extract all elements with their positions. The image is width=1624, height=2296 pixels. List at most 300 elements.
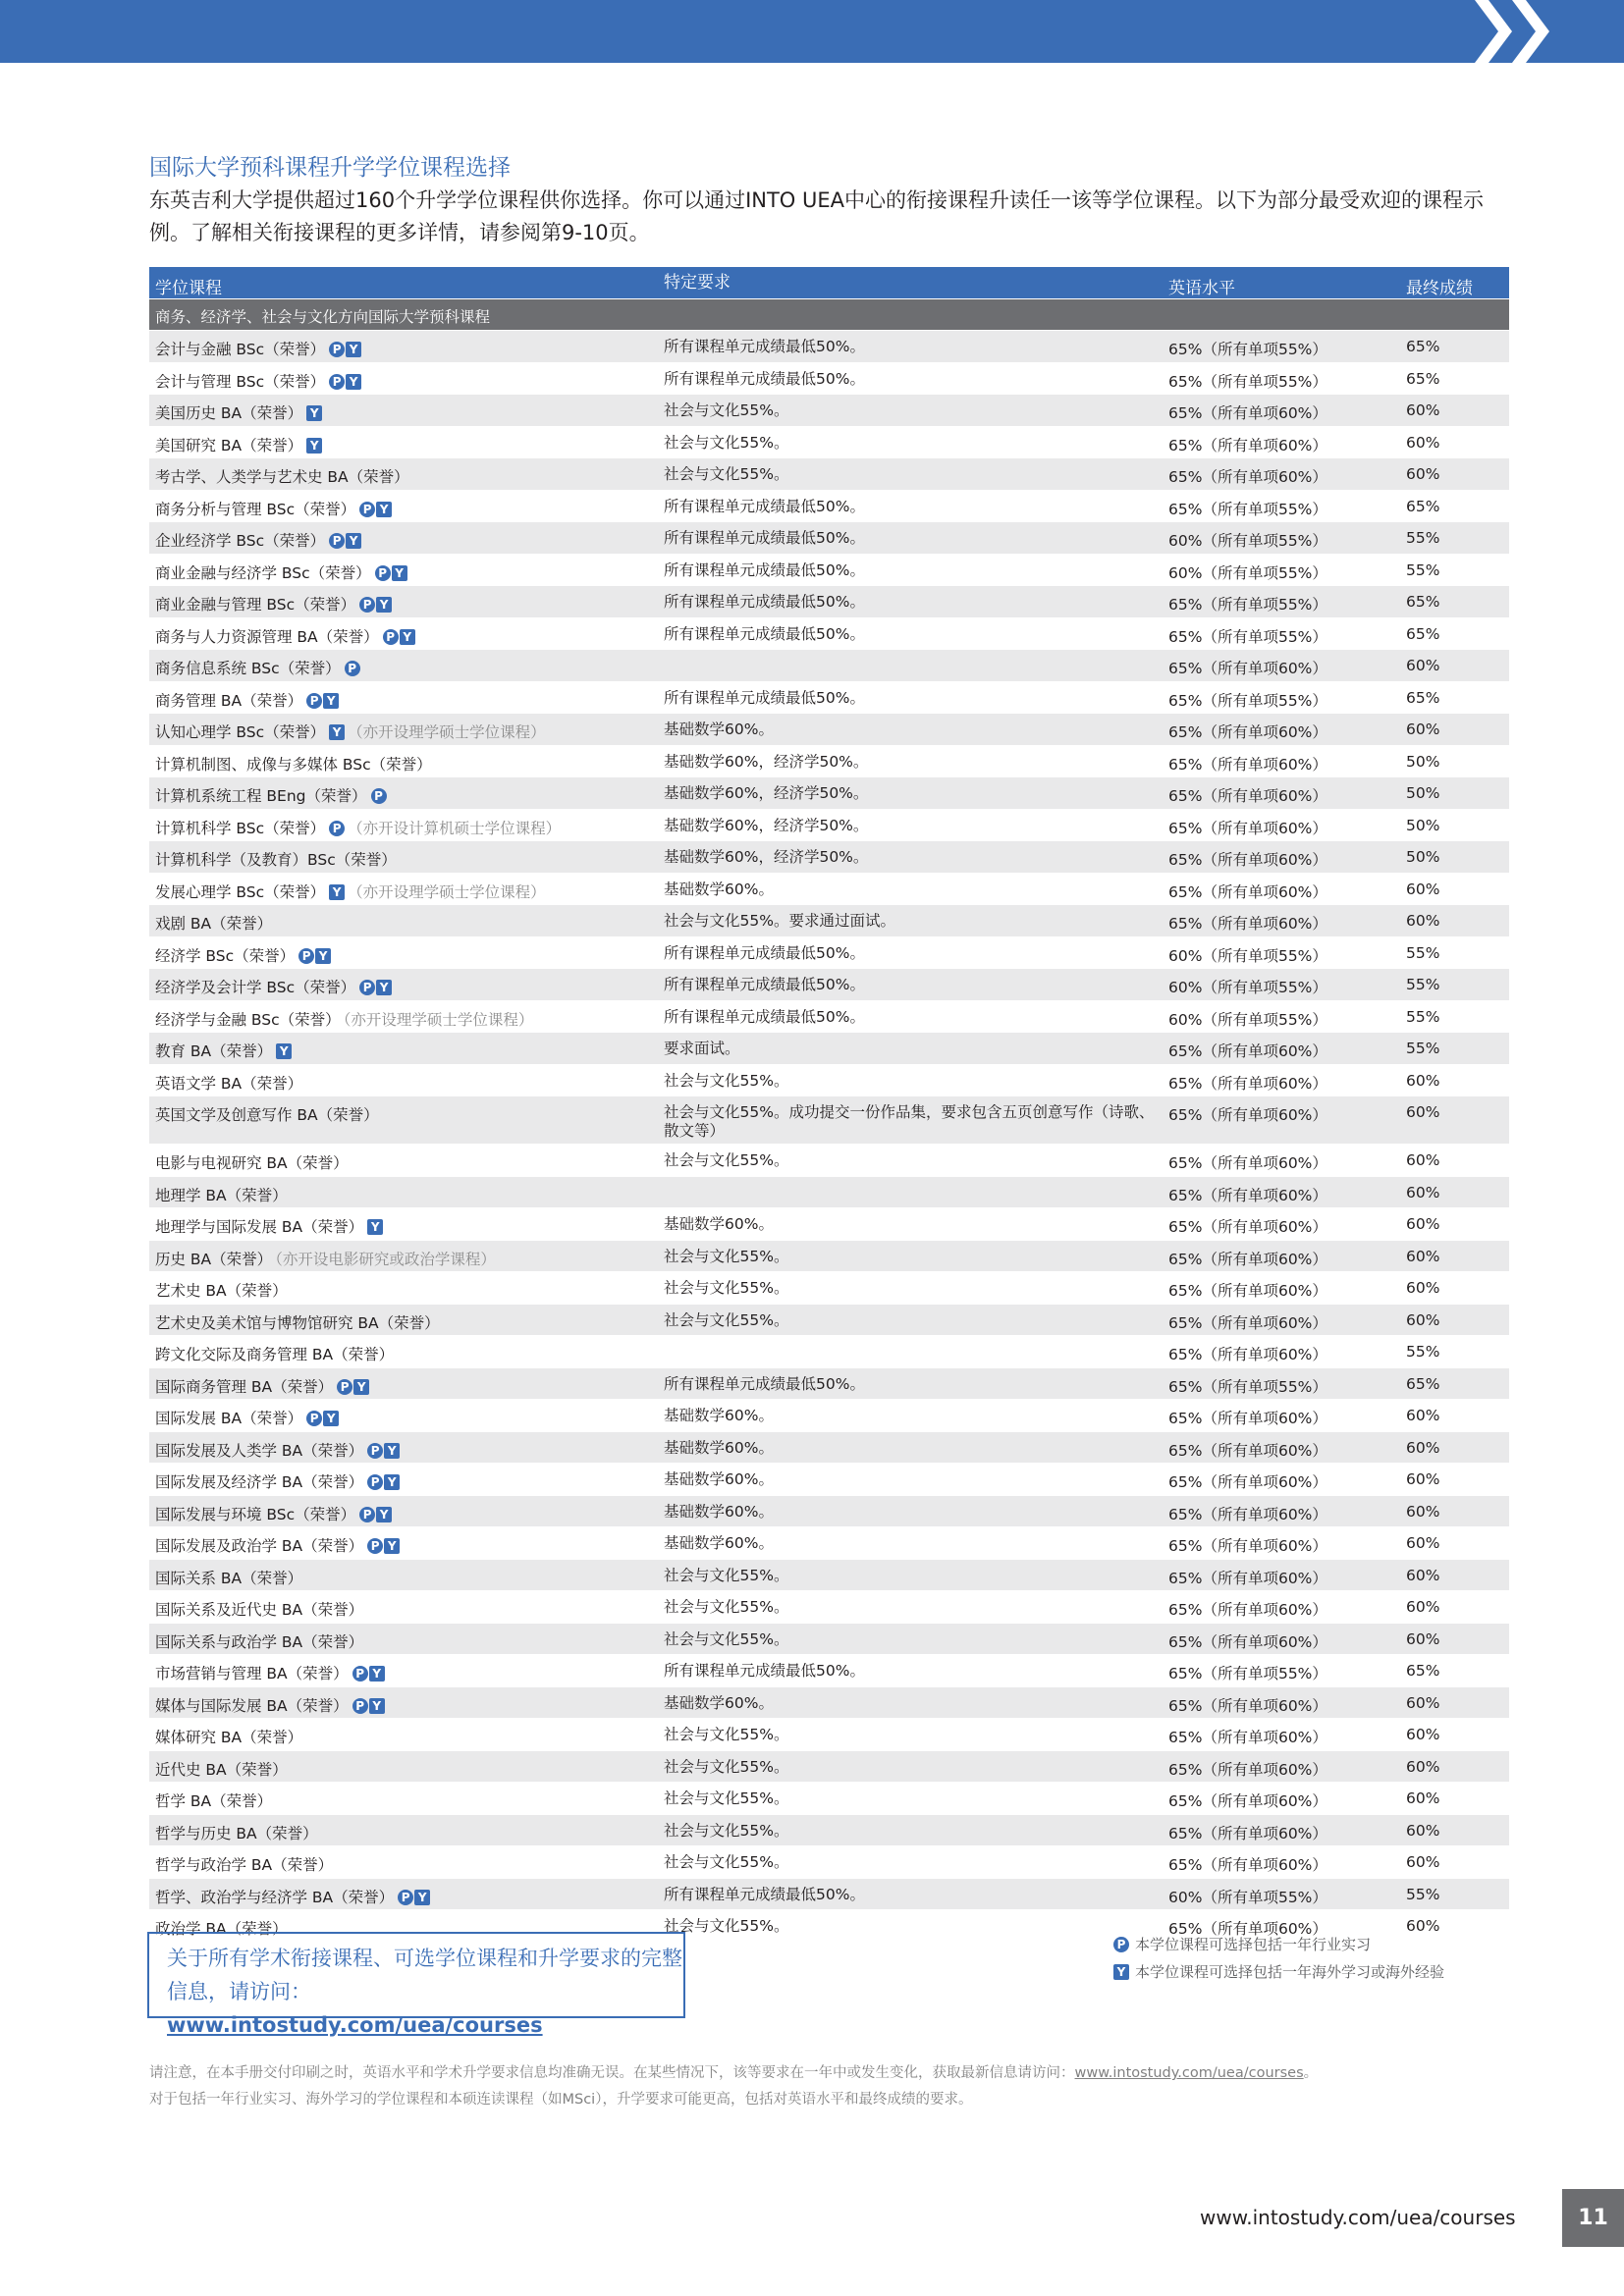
course-name: 计算机科学（及教育）BSc（荣誉） xyxy=(155,851,397,869)
year-abroad-icon: Y xyxy=(329,724,345,740)
final-grade-cell: 60% xyxy=(1406,1853,1440,1871)
course-name-cell xyxy=(155,1853,333,1875)
final-grade-cell: 60% xyxy=(1406,721,1440,738)
requirement-cell: 社会与文化55%。 xyxy=(664,1917,789,1935)
final-grade-cell: 60% xyxy=(1406,1534,1440,1552)
course-name: 国际商务管理 BA（荣誉） xyxy=(155,1377,334,1396)
course-name-cell xyxy=(155,721,546,742)
final-grade-cell: 50% xyxy=(1406,816,1440,834)
table-row xyxy=(149,363,1509,396)
final-grade-cell: 55% xyxy=(1406,529,1440,547)
year-abroad-icon: Y xyxy=(376,980,392,995)
course-name: 国际关系与政治学 BA（荣誉） xyxy=(155,1632,364,1651)
course-name: 地理学与国际发展 BA（荣誉） xyxy=(155,1218,364,1236)
table-row xyxy=(149,618,1509,651)
final-grade-cell: 60% xyxy=(1406,1917,1440,1935)
course-name: 国际关系及近代史 BA（荣誉） xyxy=(155,1601,364,1619)
year-abroad-icon: Y xyxy=(392,565,407,581)
top-banner xyxy=(0,0,1624,63)
placement-icon: P xyxy=(352,1698,368,1714)
course-name: 市场营销与管理 BA（荣誉） xyxy=(155,1665,349,1682)
english-level-cell: 65%（所有单项60%） xyxy=(1168,1856,1327,1874)
course-name: 考古学、人类学与艺术史 BA（荣誉） xyxy=(155,468,409,486)
requirement-cell: 所有课程单元成绩最低50%。 xyxy=(664,688,865,707)
course-name-cell xyxy=(155,944,331,966)
requirement-cell: 所有课程单元成绩最低50%。 xyxy=(664,1662,865,1680)
course-name-cell xyxy=(155,753,432,774)
final-grade-cell: 60% xyxy=(1406,1407,1440,1424)
course-name-cell xyxy=(155,976,392,997)
english-level-cell: 65%（所有单项60%） xyxy=(1168,1313,1327,1332)
placement-icon: P xyxy=(329,342,345,357)
placement-icon: P xyxy=(383,629,399,645)
english-level-cell: 65%（所有单项60%） xyxy=(1168,436,1327,454)
final-grade-cell: 60% xyxy=(1406,401,1440,419)
table-row xyxy=(149,1400,1509,1432)
placement-icon: P xyxy=(337,1379,352,1395)
course-name: 认知心理学 BSc（荣誉） xyxy=(155,723,326,741)
english-level-cell: 65%（所有单项55%） xyxy=(1168,596,1327,614)
english-level-cell: 65%（所有单项60%） xyxy=(1168,1074,1327,1093)
requirement-cell: 基础数学60%。 xyxy=(664,721,774,738)
requirement-cell: 社会与文化55%。 xyxy=(664,1279,789,1297)
table-group-row xyxy=(149,299,1509,331)
requirement-cell: 社会与文化55%。 xyxy=(664,1247,789,1265)
course-name: 计算机系统工程 BEng（荣誉） xyxy=(155,787,367,805)
final-grade-cell: 60% xyxy=(1406,880,1440,898)
info-box xyxy=(147,1932,685,2037)
year-abroad-icon: Y xyxy=(329,884,345,900)
table-row xyxy=(149,1065,1509,1097)
placement-icon: P xyxy=(367,1538,383,1554)
course-name: 教育 BA（荣誉） xyxy=(155,1042,273,1060)
course-name: 英语文学 BA（荣誉） xyxy=(155,1074,303,1093)
table-row xyxy=(149,1001,1509,1034)
requirement-cell: 社会与文化55%。 xyxy=(664,1757,789,1776)
table-row xyxy=(149,1591,1509,1624)
course-name-cell xyxy=(155,1726,302,1747)
placement-icon: P xyxy=(359,1507,375,1522)
table-row xyxy=(149,1496,1509,1528)
course-note: （亦开设理学硕士学位课程） xyxy=(348,882,546,901)
requirement-cell: 要求面试。 xyxy=(664,1040,740,1057)
page-number: 11 xyxy=(1562,2189,1624,2247)
footnote-link[interactable]: www.intostudy.com/uea/courses xyxy=(1074,2065,1304,2081)
year-abroad-icon: Y xyxy=(414,1890,430,1905)
course-name: 计算机科学 BSc（荣誉） xyxy=(155,819,326,837)
requirement-cell: 所有课程单元成绩最低50%。 xyxy=(664,593,865,611)
table-row xyxy=(149,427,1509,459)
english-level-cell: 65%（所有单项60%） xyxy=(1168,723,1327,741)
placement-icon: P xyxy=(306,693,322,709)
course-name: 政治学 BA（荣誉） xyxy=(155,1920,288,1938)
course-name: 哲学与历史 BA（荣誉） xyxy=(155,1824,318,1842)
final-grade-cell: 60% xyxy=(1406,1151,1440,1169)
course-name: 商务分析与管理 BSc（荣誉） xyxy=(155,500,356,518)
course-name-cell xyxy=(155,465,409,487)
requirement-cell: 基础数学60%。 xyxy=(664,1534,774,1552)
course-name-cell xyxy=(155,529,361,551)
year-abroad-icon: Y xyxy=(306,438,322,454)
course-name: 英国文学及创意写作 BA（荣誉） xyxy=(155,1106,379,1124)
requirement-cell: 社会与文化55%。 xyxy=(664,1629,789,1648)
table-row xyxy=(149,1624,1509,1656)
english-level-cell: 65%（所有单项60%） xyxy=(1168,1282,1327,1300)
final-grade-cell: 60% xyxy=(1406,1502,1440,1521)
course-name-cell xyxy=(155,561,407,583)
english-level-cell: 65%（所有单项60%） xyxy=(1168,1505,1327,1523)
english-level-cell: 65%（所有单项55%） xyxy=(1168,500,1327,518)
course-name-cell xyxy=(155,1407,339,1428)
requirement-cell: 社会与文化55%。 xyxy=(664,1726,789,1743)
final-grade-cell: 60% xyxy=(1406,1310,1440,1329)
course-name: 历史 BA（荣誉） xyxy=(155,1250,273,1268)
year-abroad-icon: Y xyxy=(353,1379,369,1395)
year-abroad-icon: Y xyxy=(376,597,392,613)
final-grade-cell: 50% xyxy=(1406,784,1440,802)
table-row xyxy=(149,1305,1509,1337)
english-level-cell: 65%（所有单项60%） xyxy=(1168,468,1327,486)
placement-icon: P xyxy=(359,502,375,517)
english-level-cell: 65%（所有单项55%） xyxy=(1168,372,1327,391)
course-name-cell xyxy=(155,1886,430,1907)
course-name-cell xyxy=(155,1567,302,1588)
table-row xyxy=(149,1241,1509,1273)
final-grade-cell: 60% xyxy=(1406,1821,1440,1840)
course-name-cell xyxy=(155,1279,288,1301)
placement-icon: P xyxy=(329,533,345,549)
english-level-cell: 65%（所有单项55%） xyxy=(1168,691,1327,710)
english-level-cell: 65%（所有单项60%） xyxy=(1168,1186,1327,1204)
english-level-cell: 65%（所有单项60%） xyxy=(1168,1920,1327,1938)
placement-icon: P xyxy=(352,1666,368,1682)
course-name-cell xyxy=(155,1758,288,1780)
course-name: 商务与人力资源管理 BA（荣誉） xyxy=(155,627,379,646)
course-name: 哲学 BA（荣誉） xyxy=(155,1792,273,1810)
course-name: 国际发展及人类学 BA（荣誉） xyxy=(155,1441,364,1460)
placement-icon: P xyxy=(345,661,360,676)
requirement-cell: 基础数学60%。 xyxy=(664,1407,774,1424)
final-grade-cell: 60% xyxy=(1406,1071,1440,1090)
table-row xyxy=(149,1177,1509,1209)
table-header-row xyxy=(149,267,1509,299)
table-row xyxy=(149,586,1509,618)
course-name-cell xyxy=(155,625,415,647)
legend-text: 本学位课程可选择包括一年海外学习或海外经验 xyxy=(1135,1963,1445,1981)
requirement-cell: 社会与文化55%。 xyxy=(664,401,789,419)
english-level-cell: 65%（所有单项60%） xyxy=(1168,882,1327,901)
requirement-cell: 社会与文化55%。 xyxy=(664,1151,789,1169)
english-level-cell: 65%（所有单项60%） xyxy=(1168,755,1327,774)
chevron-right-icon xyxy=(1475,0,1514,63)
year-abroad-icon: Y xyxy=(367,1219,383,1235)
table-row xyxy=(149,746,1509,778)
english-level-cell: 65%（所有单项55%） xyxy=(1168,1665,1327,1682)
table-row xyxy=(149,937,1509,970)
section-title: 国际大学预科课程升学学位课程选择 xyxy=(149,155,511,181)
placement-icon: P xyxy=(298,948,314,964)
table-row xyxy=(149,395,1509,427)
course-name-cell xyxy=(155,848,397,870)
table-row xyxy=(149,714,1509,746)
final-grade-cell: 60% xyxy=(1406,1470,1440,1488)
course-name-cell xyxy=(155,1534,400,1556)
english-level-cell: 60%（所有单项55%） xyxy=(1168,532,1327,550)
course-name-cell xyxy=(155,1470,400,1492)
course-note: （亦开设计算机硕士学位课程） xyxy=(348,819,562,837)
english-level-cell: 65%（所有单项55%） xyxy=(1168,627,1327,646)
requirement-cell: 基础数学60%，经济学50%。 xyxy=(664,848,869,866)
header-requirements: 特定要求 xyxy=(664,273,731,293)
requirement-cell: 社会与文化55%。 xyxy=(664,1566,789,1584)
legend-item-year-abroad xyxy=(1113,1961,1444,1982)
final-grade-cell: 65% xyxy=(1406,1374,1440,1393)
requirement-cell: 所有课程单元成绩最低50%。 xyxy=(664,1007,865,1026)
final-grade-cell: 60% xyxy=(1406,1566,1440,1584)
final-grade-cell: 65% xyxy=(1406,369,1440,388)
table-row xyxy=(149,1145,1509,1177)
course-name-cell xyxy=(155,817,561,838)
course-name-cell xyxy=(155,689,339,711)
year-abroad-icon: Y xyxy=(346,342,361,357)
chevron-right-icon xyxy=(1512,0,1551,63)
table-row xyxy=(149,1336,1509,1368)
requirement-cell: 基础数学60%，经济学50%。 xyxy=(664,784,869,802)
placement-icon: P xyxy=(398,1890,413,1905)
footnote-line-1 xyxy=(149,2061,1524,2082)
table-row xyxy=(149,458,1509,491)
placement-icon: P xyxy=(375,565,391,581)
course-name-cell xyxy=(155,1662,385,1683)
course-name: 经济学 BSc（荣誉） xyxy=(155,946,296,965)
requirement-cell: 基础数学60%。 xyxy=(664,880,774,898)
english-level-cell: 65%（所有单项60%） xyxy=(1168,1250,1327,1268)
requirement-cell: 所有课程单元成绩最低50%。 xyxy=(664,561,865,579)
final-grade-cell: 50% xyxy=(1406,848,1440,866)
table-row xyxy=(149,1846,1509,1879)
requirement-cell: 社会与文化55%。 xyxy=(664,1310,789,1329)
english-level-cell: 60%（所有单项55%） xyxy=(1168,1888,1327,1906)
table-row xyxy=(149,491,1509,523)
placement-icon: P xyxy=(367,1474,383,1490)
table-row xyxy=(149,1208,1509,1241)
course-name: 近代史 BA（荣誉） xyxy=(155,1760,288,1779)
course-name: 国际发展及经济学 BA（荣誉） xyxy=(155,1473,364,1491)
year-abroad-icon: Y xyxy=(384,1474,400,1490)
english-level-cell: 65%（所有单项60%） xyxy=(1168,1154,1327,1172)
course-name: 发展心理学 BSc（荣誉） xyxy=(155,882,326,901)
final-grade-cell: 50% xyxy=(1406,752,1440,771)
english-level-cell: 65%（所有单项55%） xyxy=(1168,341,1327,358)
course-name-cell xyxy=(155,1072,302,1094)
course-name-cell xyxy=(155,1694,385,1716)
course-name-cell xyxy=(155,434,322,455)
year-abroad-icon: Y xyxy=(323,1411,339,1426)
table-row xyxy=(149,1033,1509,1065)
english-level-cell: 65%（所有单项60%） xyxy=(1168,1632,1327,1651)
intro-paragraph: 东英吉利大学提供超过160个升学学位课程供你选择。你可以通过INTO UEA中心的衔接课程升读任一该等学位课程。以下为部分最受欢迎的课程示例。了解相关衔接课程的更多详情，请参阅第9-10页。 xyxy=(149,188,1485,244)
course-name-cell xyxy=(155,1311,440,1333)
course-name: 媒体研究 BA（荣誉） xyxy=(155,1729,303,1746)
placement-icon: P xyxy=(329,374,345,390)
requirement-cell: 基础数学60%。 xyxy=(664,1693,774,1712)
table-row xyxy=(149,1432,1509,1465)
requirement-cell: 社会与文化55%。 xyxy=(664,1853,789,1871)
course-name: 跨文化交际及商务管理 BA（荣誉） xyxy=(155,1346,395,1363)
final-grade-cell: 60% xyxy=(1406,1183,1440,1201)
requirement-cell: 社会与文化55%。 xyxy=(664,465,789,483)
table-row xyxy=(149,1751,1509,1784)
courses-table xyxy=(149,267,1509,1943)
final-grade-cell: 60% xyxy=(1406,433,1440,452)
table-row xyxy=(149,1815,1509,1847)
info-text: 关于所有学术衔接课程、可选学位课程和升学要求的完整信息，请访问： xyxy=(167,1947,682,2003)
course-name: 哲学、政治学与经济学 BA（荣誉） xyxy=(155,1888,395,1906)
footer-url[interactable]: www.intostudy.com/uea/courses xyxy=(1200,2206,1516,2229)
course-name-cell xyxy=(155,1789,272,1811)
course-name-cell xyxy=(155,1184,288,1205)
course-name: 戏剧 BA（荣誉） xyxy=(155,915,273,933)
final-grade-cell: 65% xyxy=(1406,338,1440,355)
requirement-cell: 基础数学60%。 xyxy=(664,1438,774,1457)
course-name-cell xyxy=(155,1215,383,1237)
requirement-cell: 基础数学60%。 xyxy=(664,1215,774,1233)
year-abroad-icon: Y xyxy=(346,533,361,549)
course-name: 商业金融与管理 BSc（荣誉） xyxy=(155,596,356,614)
footnote-line-2: 对于包括一年行业实习、海外学习的学位课程和本硕连读课程（如MSci），升学要求可能更高，包括对英语水平和最终成绩的要求。 xyxy=(149,2092,973,2108)
course-name-cell xyxy=(155,1103,379,1125)
english-level-cell: 65%（所有单项60%） xyxy=(1168,1042,1327,1060)
english-level-cell: 65%（所有单项60%） xyxy=(1168,660,1327,677)
english-level-cell: 65%（所有单项60%） xyxy=(1168,1824,1327,1842)
course-note: （亦开设电影研究或政治学课程） xyxy=(275,1250,496,1268)
requirement-cell: 社会与文化55%。 xyxy=(664,1071,789,1090)
course-name: 国际关系 BA（荣誉） xyxy=(155,1569,303,1587)
table-row xyxy=(149,1527,1509,1560)
english-level-cell: 65%（所有单项60%） xyxy=(1168,1760,1327,1779)
requirement-cell: 基础数学60%。 xyxy=(664,1470,774,1488)
course-name-cell xyxy=(155,498,392,519)
course-name-cell xyxy=(155,593,392,614)
table-row xyxy=(149,777,1509,810)
course-name: 美国研究 BA（荣誉） xyxy=(155,436,303,454)
footnote-text: 请注意，在本手册交付印刷之时，英语水平和学术升学要求信息均准确无误。在某些情况下，该等要求在一年中或发生变化，获取最新信息请访问： xyxy=(149,2065,1075,2081)
placement-icon: P xyxy=(306,1411,322,1426)
course-name-cell xyxy=(155,1503,392,1524)
english-level-cell: 65%（所有单项60%） xyxy=(1168,915,1327,933)
course-name: 电影与电视研究 BA（荣誉） xyxy=(155,1154,349,1172)
english-level-cell: 65%（所有单项60%） xyxy=(1168,787,1327,805)
english-level-cell: 65%（所有单项60%） xyxy=(1168,1346,1327,1363)
english-level-cell: 65%（所有单项60%） xyxy=(1168,851,1327,869)
english-level-cell: 65%（所有单项60%） xyxy=(1168,1106,1327,1124)
final-grade-cell: 60% xyxy=(1406,1215,1440,1233)
english-level-cell: 60%（所有单项55%） xyxy=(1168,979,1327,996)
requirement-cell: 所有课程单元成绩最低50%。 xyxy=(664,624,865,643)
table-row xyxy=(149,841,1509,874)
header-english: 英语水平 xyxy=(1168,279,1235,298)
final-grade-cell: 55% xyxy=(1406,1343,1440,1361)
course-name: 国际发展 BA（荣誉） xyxy=(155,1410,303,1427)
course-name: 商务管理 BA（荣誉） xyxy=(155,691,303,710)
year-abroad-icon: Y xyxy=(315,948,331,964)
requirement-cell: 基础数学60%，经济学50%。 xyxy=(664,816,869,834)
final-grade-cell: 60% xyxy=(1406,1598,1440,1616)
final-grade-cell: 55% xyxy=(1406,561,1440,579)
placement-icon: P xyxy=(367,1443,383,1459)
requirement-cell: 社会与文化55%。 xyxy=(664,1821,789,1840)
requirement-cell: 社会与文化55%。 xyxy=(664,1789,789,1807)
requirement-cell: 社会与文化55%。 xyxy=(664,1598,789,1616)
year-abroad-icon: Y xyxy=(323,693,339,709)
header-course: 学位课程 xyxy=(155,279,222,298)
final-grade-cell: 65% xyxy=(1406,1662,1440,1680)
english-level-cell: 65%（所有单项60%） xyxy=(1168,1218,1327,1236)
placement-icon: P xyxy=(359,597,375,613)
year-abroad-icon: Y xyxy=(346,374,361,390)
requirement-cell: 基础数学60%。 xyxy=(664,1502,774,1521)
english-level-cell: 65%（所有单项60%） xyxy=(1168,1441,1327,1460)
final-grade-cell: 65% xyxy=(1406,624,1440,643)
table-row xyxy=(149,1096,1509,1145)
requirement-cell: 所有课程单元成绩最低50%。 xyxy=(664,976,865,993)
final-grade-cell: 65% xyxy=(1406,497,1440,515)
final-grade-cell: 60% xyxy=(1406,1629,1440,1648)
header-final: 最终成绩 xyxy=(1406,279,1473,298)
table-row xyxy=(149,1368,1509,1401)
english-level-cell: 65%（所有单项55%） xyxy=(1168,1377,1327,1396)
course-name: 国际发展及政治学 BA（荣誉） xyxy=(155,1537,364,1555)
requirement-cell: 所有课程单元成绩最低50%。 xyxy=(664,529,865,547)
course-name: 国际发展与环境 BSc（荣誉） xyxy=(155,1505,356,1523)
table-body xyxy=(149,331,1509,1943)
table-row xyxy=(149,1272,1509,1305)
course-name: 会计与管理 BSc（荣誉） xyxy=(155,372,326,391)
course-name-cell xyxy=(155,1822,318,1843)
course-name: 媒体与国际发展 BA（荣誉） xyxy=(155,1696,349,1715)
year-abroad-icon: Y xyxy=(384,1443,400,1459)
table-row xyxy=(149,1655,1509,1687)
course-name-cell xyxy=(155,1008,533,1030)
table-row xyxy=(149,650,1509,682)
requirement-cell: 所有课程单元成绩最低50%。 xyxy=(664,369,865,388)
final-grade-cell: 60% xyxy=(1406,1103,1440,1121)
requirement-cell: 所有课程单元成绩最低50%。 xyxy=(664,1885,865,1903)
course-name-cell xyxy=(155,1248,496,1269)
year-abroad-icon: Y xyxy=(400,629,415,645)
final-grade-cell: 55% xyxy=(1406,1885,1440,1903)
course-name-cell xyxy=(155,1375,369,1397)
table-row xyxy=(149,331,1509,363)
final-grade-cell: 55% xyxy=(1406,1007,1440,1026)
table-row xyxy=(149,555,1509,587)
year-abroad-icon: Y xyxy=(1113,1964,1129,1980)
placement-icon: P xyxy=(1113,1937,1129,1952)
course-name-cell xyxy=(155,784,387,806)
final-grade-cell: 60% xyxy=(1406,657,1440,674)
year-abroad-icon: Y xyxy=(369,1698,385,1714)
course-name: 哲学与政治学 BA（荣誉） xyxy=(155,1856,334,1874)
final-grade-cell: 60% xyxy=(1406,1438,1440,1457)
table-row xyxy=(149,810,1509,842)
table-row xyxy=(149,1464,1509,1496)
courses-link[interactable]: www.intostudy.com/uea/courses xyxy=(167,2013,543,2037)
year-abroad-icon: Y xyxy=(384,1538,400,1554)
course-note: （亦开设理学硕士学位课程） xyxy=(343,1010,534,1029)
final-grade-cell: 60% xyxy=(1406,1279,1440,1297)
course-name: 会计与金融 BSc（荣誉） xyxy=(155,341,326,358)
course-name: 计算机制图、成像与多媒体 BSc（荣誉） xyxy=(155,755,432,774)
